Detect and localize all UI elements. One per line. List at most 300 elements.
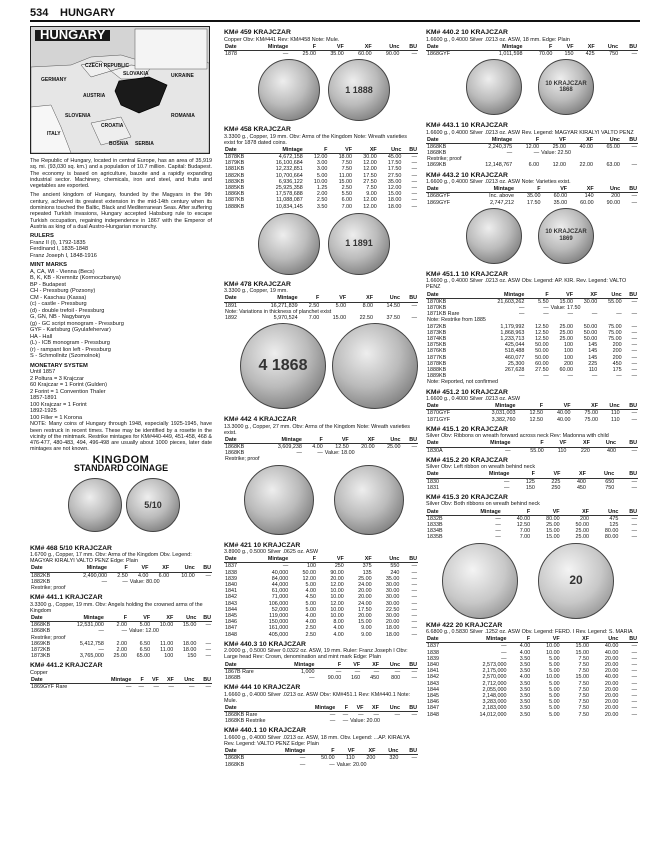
column-header: Date xyxy=(426,440,464,447)
table-cell: 3,765,000 xyxy=(79,653,104,660)
table-cell: 30.00 xyxy=(385,588,400,595)
listing-description: 13.3000 g., Copper, 27 mm. Obv: Arms of the Kingdom Note: Wreath varieties exist. xyxy=(224,423,410,436)
table-cell: 1846 xyxy=(225,619,237,626)
table-cell: 3.00 xyxy=(316,166,328,173)
listing-description: 1.6600 g., 0.4000 Silver .0213 oz. ASW xyxy=(426,396,521,403)
column-header: Date xyxy=(224,705,298,712)
table-cell: 1869GYF xyxy=(427,199,451,206)
table-cell: — xyxy=(631,50,637,57)
column-header: F xyxy=(299,295,321,302)
listing-title: KM# 440.1 10 KRAJCZAR xyxy=(224,727,306,735)
table-cell: — xyxy=(205,684,211,691)
table-row xyxy=(426,410,638,417)
table-cell: — xyxy=(138,684,144,691)
listing-description: 1.6660 g., 0.4000 Silver .0213 oz. ASW Obv: KM#451.1 Rev: KM#440.1 Note: Mule. xyxy=(224,691,411,704)
row-note: Note: Restrike from 1885 xyxy=(427,317,486,324)
table-cell: 1867B Rare xyxy=(225,668,254,675)
listing-title: KM# 441.2 KRAJCZAR xyxy=(30,662,103,670)
table-cell: 1882KB xyxy=(31,578,51,585)
column-header: Date xyxy=(224,147,258,154)
coin-listing xyxy=(426,30,638,57)
table-cell: — xyxy=(189,684,195,691)
coin-listing xyxy=(426,123,638,169)
column-header: VF xyxy=(544,403,571,410)
table-cell: 1889KB xyxy=(427,373,447,380)
table-cell: 5.00 xyxy=(316,172,328,179)
monetary-line: 60 Krajczar = 1 Forint (Gulden) xyxy=(30,382,107,389)
table-cell: 1868KB xyxy=(225,444,245,451)
table-cell: 12.50 xyxy=(335,444,349,451)
column-header: Unc xyxy=(595,186,622,193)
table-cell: 20.00 xyxy=(604,686,619,693)
table-cell: 12.00 xyxy=(313,153,328,160)
column-header: BU xyxy=(401,662,418,669)
table-cell: — xyxy=(411,444,417,451)
table-cell: — xyxy=(411,625,417,632)
column-header: Mintage xyxy=(480,292,525,299)
monetary-heading: MONETARY SYSTEM xyxy=(30,362,88,369)
table-cell: 11.00 xyxy=(338,172,353,179)
table-cell: 145 xyxy=(588,348,598,355)
table-cell: 7.50 xyxy=(341,160,353,167)
coin-images-422 xyxy=(426,541,638,619)
table-row xyxy=(426,515,638,522)
column-header: VF xyxy=(328,147,353,154)
listing-title: KM# 443.2 10 KRAJCZAR xyxy=(426,171,508,179)
coin-obverse-459 xyxy=(258,59,320,121)
table-header-row xyxy=(30,677,212,684)
table-cell: 425 xyxy=(585,50,595,57)
table-cell: 25.00 xyxy=(552,143,567,150)
table-cell: 125 xyxy=(525,478,535,485)
table-cell: 1846 xyxy=(427,699,439,706)
column-header: XF xyxy=(149,565,170,572)
table-cell: — xyxy=(394,668,401,675)
table-row xyxy=(224,153,418,160)
table-cell: 12,232,851 xyxy=(275,166,303,173)
column-header: Mintage xyxy=(62,615,105,622)
table-cell: 1870KB xyxy=(427,304,447,311)
column-header: VF xyxy=(129,565,150,572)
column-3 xyxy=(426,26,638,718)
column-header: XF xyxy=(574,292,598,299)
column-header: Date xyxy=(224,556,249,563)
map-label-slovakia: SLOVAKIA xyxy=(123,71,149,77)
column-header: VF xyxy=(317,44,345,51)
table-cell: 40.00 xyxy=(557,410,571,417)
table-cell: — xyxy=(631,668,637,675)
table-cell: 7.50 xyxy=(341,166,353,173)
table-cell: 55.00 xyxy=(530,447,544,454)
table-cell: 518,488 xyxy=(504,348,525,355)
restrike-note: NOTE: Many coins of Hungary through 1948, especially 1925-1945, have been restruck in recent times. These may be identified by a rosette in the vicinity of the mintmark. Restrike mintages for KM#440-449, 451-458, 468 & 476-477, 480-483, 494, 496-498 are usually about 1000 pieces, later date mintages are not known. xyxy=(30,421,212,453)
table-cell: 240 xyxy=(390,569,400,576)
table-row xyxy=(426,298,638,305)
column-header: F xyxy=(513,137,540,144)
table-cell: — xyxy=(631,329,637,336)
table-cell: — xyxy=(631,674,637,681)
column-header: F xyxy=(336,705,349,712)
table-cell: — xyxy=(504,478,510,485)
table-cell: 7.50 xyxy=(578,686,589,693)
column-header: XF xyxy=(568,186,595,193)
column-header: Mintage xyxy=(470,403,516,410)
row-note: Restrike; proof xyxy=(427,156,462,163)
listing-title: KM# 451.2 10 KRAJCZAR xyxy=(426,388,508,396)
table-cell: 3,283,000 xyxy=(482,699,507,706)
table-cell: — xyxy=(335,668,342,675)
table-cell: 1844 xyxy=(427,686,439,693)
table-cell: 15.00 xyxy=(546,528,560,535)
table-cell: — xyxy=(567,373,573,380)
table-cell: — xyxy=(394,712,400,719)
table-cell: 1844 xyxy=(225,606,237,613)
table-cell: 145 xyxy=(588,342,598,349)
column-header: F xyxy=(289,44,317,51)
coin-obverse-421 xyxy=(244,465,314,535)
table-cell: 425,044 xyxy=(504,342,525,349)
table-header-row xyxy=(30,565,212,572)
table-cell: 110 xyxy=(346,755,355,762)
ruler-line: Franz II (I), 1792-1835 xyxy=(30,239,86,246)
listing-description: Silver Obv: Left ribbon on wreath behind neck xyxy=(426,464,536,471)
table-cell: 1,179,992 xyxy=(500,323,525,330)
price-table xyxy=(224,556,418,638)
table-cell: — xyxy=(411,594,417,601)
table-cell: 25.00 xyxy=(546,521,560,528)
table-cell: 1838 xyxy=(427,649,439,656)
table-cell: — xyxy=(567,311,573,318)
table-cell: 1834B xyxy=(427,528,443,535)
table-cell: 10.00 xyxy=(330,594,344,601)
column-header: VF xyxy=(550,292,574,299)
row-note: Restrike; proof xyxy=(31,585,66,592)
table-row xyxy=(224,762,418,768)
table-cell: 2.50 xyxy=(305,631,317,638)
table-cell: — xyxy=(411,674,417,681)
table-cell: 5.50 xyxy=(538,298,549,305)
table-cell: 2.00 xyxy=(116,640,127,647)
table-cell: 250 xyxy=(551,484,561,491)
table-cell: — xyxy=(631,478,637,485)
table-cell: 18.00 xyxy=(338,153,353,160)
table-cell: — xyxy=(631,521,637,528)
table-cell: — xyxy=(411,191,417,198)
table-cell: 5.00 xyxy=(139,622,151,629)
table-cell: 1831 xyxy=(427,484,439,491)
column-header: XF xyxy=(347,295,374,302)
table-cell: 375 xyxy=(362,563,372,570)
table-cell: 11.00 xyxy=(160,646,174,653)
column-header: BU xyxy=(195,677,212,684)
table-cell: Value: 20.00 xyxy=(350,718,380,725)
table-row xyxy=(224,302,418,309)
table-cell: 1837 xyxy=(225,563,237,570)
column-header: F xyxy=(524,44,554,51)
column-header: BU xyxy=(401,295,418,302)
table-cell: 17,578,688 xyxy=(275,191,303,198)
table-cell: 2.50 xyxy=(117,572,128,579)
table-cell: 2.50 xyxy=(341,184,353,191)
table-cell: 5.00 xyxy=(549,668,560,675)
table-cell: 18.00 xyxy=(387,197,402,204)
table-cell: 16,100,684 xyxy=(275,160,303,167)
table-cell: — xyxy=(631,162,637,169)
map-title: HUNGARY xyxy=(35,30,110,41)
listing-km443 xyxy=(426,123,638,206)
table-cell: 35.00 xyxy=(527,193,541,200)
mint-mark-line: A, CA, WI - Vienna (Becs) xyxy=(30,268,95,275)
monetary-line: 100 Krajczar = 1 Forint xyxy=(30,401,87,408)
column-header: XF xyxy=(574,44,595,51)
table-cell: 1843 xyxy=(427,680,439,687)
coin-listing xyxy=(224,417,418,463)
table-cell: 9.00 xyxy=(366,191,377,198)
table-cell: — xyxy=(495,528,501,535)
table-cell: — xyxy=(411,613,417,620)
column-header: Date xyxy=(224,662,277,669)
coin-obverse-451 xyxy=(466,208,522,264)
table-cell: 12.50 xyxy=(529,416,544,423)
table-cell: 25.00 xyxy=(113,653,127,660)
column-header: BU xyxy=(196,565,212,572)
coin-images-451 xyxy=(426,206,638,268)
table-header-row xyxy=(426,186,638,193)
column-header: VF xyxy=(342,662,361,669)
table-cell: 1878KB xyxy=(225,153,245,160)
table-row xyxy=(426,478,638,485)
table-cell: — xyxy=(631,643,637,650)
table-cell: 4.00 xyxy=(333,631,344,638)
column-header: Date xyxy=(224,44,249,51)
listing-title: KM# 443.1 10 KRAJCZAR xyxy=(426,122,508,129)
table-cell: — xyxy=(329,718,336,725)
table-cell: 7.50 xyxy=(578,699,589,706)
map-label-slovenia: SLOVENIA xyxy=(65,113,91,119)
map-label-bosnia: BOSNIA xyxy=(109,141,129,147)
column-header: Mintage xyxy=(248,295,298,302)
listing-description: 3.3300 g., Copper, 19 mm. Obv: Angels holding the crowned arms of the Kingdom xyxy=(30,601,203,614)
table-cell: 1869KB xyxy=(31,640,51,647)
mint-mark-line: (L) - ICB monogram - Pressburg xyxy=(30,340,110,347)
table-cell: 5.00 xyxy=(335,302,347,309)
listing-description: Copper xyxy=(30,669,48,676)
column-header: Unc xyxy=(590,636,619,643)
column-header: F xyxy=(304,147,329,154)
column-header: Mintage xyxy=(258,147,304,154)
column-header: Date xyxy=(426,186,469,193)
listing-description: 1.6700 g., Copper, 17 mm. Obv: Arms of the Kingdom Obv. Legend: MAGYAR KIRALYI VALTO PENZ Edge: Plain xyxy=(30,552,192,565)
price-table xyxy=(224,705,418,725)
table-cell: — xyxy=(504,484,510,491)
table-cell: 8.00 xyxy=(362,302,374,309)
table-cell: 4.00 xyxy=(305,619,317,626)
table-cell: 3.50 xyxy=(519,711,531,718)
coin-listing xyxy=(426,173,638,206)
listing-title: KM# 415.2 20 KRAJCZAR xyxy=(426,456,508,464)
table-cell: 7.50 xyxy=(578,661,589,668)
monetary-line: 100 Filler = 1 Korona xyxy=(30,414,83,421)
table-cell: — xyxy=(506,150,513,156)
table-cell: 5.00 xyxy=(305,582,317,589)
table-cell: 65.00 xyxy=(136,653,151,660)
column-header: Mintage xyxy=(259,437,302,444)
coin-images-440 xyxy=(426,57,638,119)
table-cell: 1837 xyxy=(427,643,439,650)
table-cell: 3.50 xyxy=(316,203,328,210)
table-cell: — xyxy=(411,166,417,173)
table-cell: 24.00 xyxy=(358,600,372,607)
table-cell: 5.00 xyxy=(305,600,317,607)
monetary-line: 1892-1925 xyxy=(30,408,57,415)
table-cell: 20.00 xyxy=(604,711,619,718)
table-cell: 7.00 xyxy=(308,314,320,321)
table-cell: — xyxy=(299,761,306,768)
table-cell: Inc. above xyxy=(489,193,514,200)
table-cell: 750 xyxy=(605,484,615,491)
column-header: Unc xyxy=(380,662,401,669)
table-cell: — xyxy=(309,674,315,681)
table-cell: 110 xyxy=(611,416,620,423)
rulers-list xyxy=(30,240,212,260)
table-cell: 22.50 xyxy=(359,314,374,321)
table-header-row xyxy=(224,556,418,563)
table-row xyxy=(426,485,638,491)
table-cell: 1876KB xyxy=(427,348,447,355)
table-cell: 650 xyxy=(605,478,615,485)
table-cell: 1868KB xyxy=(427,143,447,150)
table-cell: 5.50 xyxy=(341,191,353,198)
table-cell: 3,382,760 xyxy=(491,416,516,423)
table-cell: — xyxy=(411,668,417,675)
column-2 xyxy=(224,26,418,768)
row-note: Note: Reported, not confirmed xyxy=(427,379,498,386)
table-cell: 30.00 xyxy=(583,298,598,305)
table-cell: 10.00 xyxy=(159,622,174,629)
table-cell: 1875KB xyxy=(427,342,447,349)
table-cell: 2,175,000 xyxy=(482,668,507,675)
coin-reverse-478: 1 1891 xyxy=(328,213,390,275)
table-cell: 2,573,000 xyxy=(482,661,507,668)
ruler-line: Ferdinand I, 1835-1848 xyxy=(30,246,89,253)
table-cell: 3,609,238 xyxy=(277,444,302,451)
table-cell: — xyxy=(631,484,637,491)
price-table xyxy=(224,295,418,321)
table-cell: 5.00 xyxy=(549,680,560,687)
table-cell: 90.00 xyxy=(606,199,621,206)
listing-title: KM# 468 5/10 KRAJCZAR xyxy=(30,544,112,552)
table-cell: 3.00 xyxy=(316,160,328,167)
column-header: Unc xyxy=(587,471,615,478)
listing-km451-415 xyxy=(426,272,638,541)
column-header: F xyxy=(289,556,317,563)
table-cell: — xyxy=(354,668,361,675)
listing-km459 xyxy=(224,30,418,57)
table-cell: 1870KB xyxy=(427,298,447,305)
table-cell: 135 xyxy=(362,569,372,576)
column-header: BU xyxy=(619,44,638,51)
table-cell: 2.50 xyxy=(308,302,320,309)
table-row xyxy=(30,622,212,629)
table-cell: — xyxy=(631,661,637,668)
column-header: VF xyxy=(536,471,562,478)
table-cell: 3,031,003 xyxy=(491,410,516,417)
table-cell: — xyxy=(631,447,637,454)
table-cell: 18.00 xyxy=(385,631,400,638)
column-header: XF xyxy=(356,748,377,755)
table-cell: 12.00 xyxy=(363,197,377,204)
coin-reverse-422: 20 xyxy=(538,543,614,619)
table-row xyxy=(426,162,638,168)
listing-description: 3.3300 g., Copper, 19 mm. xyxy=(224,288,288,295)
listing-description: 1.6600 g., 0.4000 Silver .0213 oz. ASW Note: Varieties exist. xyxy=(426,179,571,186)
column-header: Mintage xyxy=(277,662,316,669)
column-header: Unc xyxy=(174,615,197,622)
table-cell: 80.00 xyxy=(546,515,560,522)
table-header-row xyxy=(224,662,418,669)
column-header: Unc xyxy=(598,292,622,299)
table-cell: 12.00 xyxy=(330,600,344,607)
table-cell: 1835B xyxy=(427,534,443,541)
table-cell: — xyxy=(631,199,637,206)
coin-listing xyxy=(426,623,638,718)
table-cell: 5.00 xyxy=(549,711,560,718)
table-cell: — xyxy=(616,311,622,318)
coin-reverse-468: 5/10 xyxy=(126,478,180,532)
table-cell: 1878 xyxy=(225,50,237,57)
coin-images-442 xyxy=(224,321,418,413)
table-cell: 450 xyxy=(612,360,622,367)
table-cell: 4.00 xyxy=(333,625,344,632)
coin-listing xyxy=(30,663,212,690)
table-cell: 106,000 xyxy=(268,600,289,607)
price-table xyxy=(224,44,418,57)
table-row xyxy=(426,143,638,150)
table-cell: 4.00 xyxy=(519,674,531,681)
table-cell: 12.00 xyxy=(387,184,402,191)
table-cell: 4.50 xyxy=(305,594,317,601)
table-cell: 100 xyxy=(307,563,317,570)
column-header: Date xyxy=(224,437,259,444)
column-header: VF xyxy=(336,748,356,755)
listing-title: KM# 422 20 KRAJCZAR xyxy=(426,621,503,629)
price-table xyxy=(426,509,638,541)
table-cell: — xyxy=(98,646,104,653)
table-cell: — xyxy=(411,582,417,589)
table-cell: 4.00 xyxy=(137,572,149,579)
table-cell: 35.00 xyxy=(553,199,568,206)
column-header: Date xyxy=(426,509,459,516)
table-cell: 5.00 xyxy=(549,661,560,668)
table-cell: 1883KB xyxy=(225,178,245,185)
table-cell: 1868KB xyxy=(427,150,447,156)
column-header: F xyxy=(132,677,144,684)
table-cell: 25,925,358 xyxy=(275,184,303,191)
table-cell: 11,088,087 xyxy=(276,197,303,204)
table-cell: 1891 xyxy=(225,302,237,309)
table-cell: 17.50 xyxy=(387,166,402,173)
table-cell: — xyxy=(411,203,417,210)
table-cell: — xyxy=(631,373,637,380)
table-cell: 1870GYF xyxy=(427,410,451,417)
column-header: XF xyxy=(567,137,594,144)
table-cell: 7.50 xyxy=(578,711,589,718)
table-cell: — xyxy=(631,193,637,200)
table-cell: 61,000 xyxy=(271,588,289,595)
table-cell: 6.50 xyxy=(139,640,151,647)
table-cell: 75.00 xyxy=(608,329,622,336)
table-cell: 30.00 xyxy=(385,613,400,620)
